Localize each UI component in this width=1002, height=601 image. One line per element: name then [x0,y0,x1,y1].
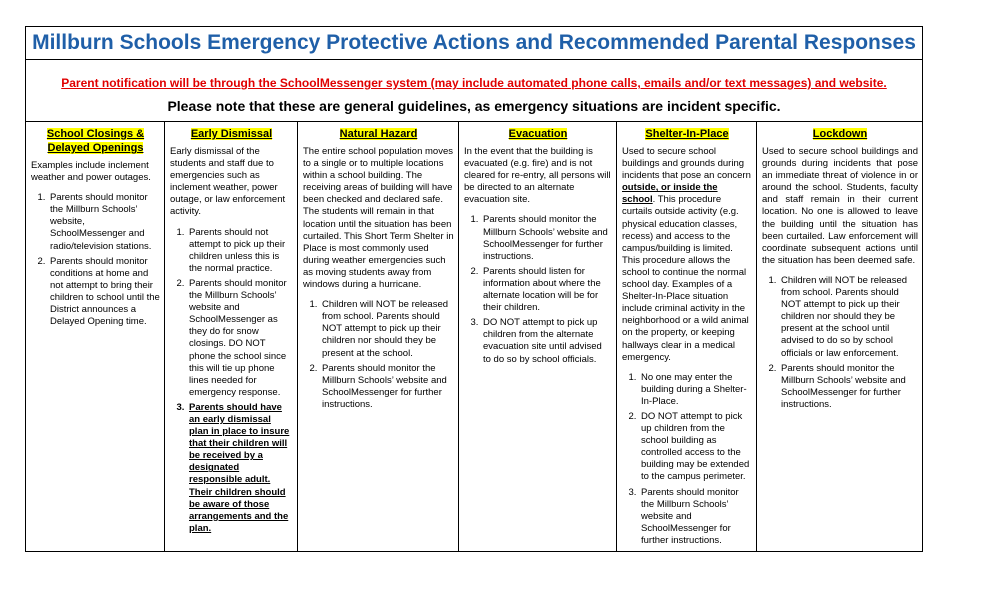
list-item: 2. Parents should monitor the Millburn Schools’ website and SchoolMessenger as they do for snow closings. DO NOT phone the school since this will tie up phone lines needed for emergency response. [187,278,293,399]
list-item: 1. No one may enter the building during a Shelter-In-Place. [639,372,752,408]
list-item: 3. Parents should have an early dismissal plan in place to insure that their children will be received by a designated responsible adult. Their children should be aware of those arrangements and the plan. [187,402,293,535]
column-school-closings [26,122,165,551]
column-list [170,227,293,535]
list-item: 1. Parents should monitor the Millburn Schools’ website, SchoolMessenger and radio/television stations. [48,192,160,252]
emphasis-text: outside, or inside the school [622,182,718,206]
column-lockdown [757,122,922,551]
list-item: 2. Parents should monitor the Millburn Schools’ website and SchoolMessenger for further instructions. [779,363,918,411]
column-intro: Used to secure school buildings and grounds during incidents that pose an immediate threat of violence in or around the school. Students, faculty and staff remain in their current location. No one is allowed to leave the building until the situation has been curtailed. Law enforcement will coordinate subsequent actions until the situation has been deemed safe. [762,146,918,266]
actions-table [26,121,922,551]
list-item: 1. Parents should monitor the Millburn Schools’ website and SchoolMessenger for further instructions. [481,214,612,262]
column-list [464,214,612,365]
column-intro: Examples include inclement weather and power outages. [31,160,151,184]
column-list [31,192,160,328]
column-heading: Early Dismissal [190,128,273,140]
page-title: Millburn Schools Emergency Protective Actions and Recommended Parental Responses [32,31,916,54]
column-list [303,299,454,411]
list-item: 3. DO NOT attempt to pick up children from the alternate evacuation site until advised to do so by school officials. [481,317,612,365]
column-heading: Shelter-In-Place [645,128,729,140]
column-list [762,275,918,411]
list-item: 1. Children will NOT be released from school. Parents should NOT attempt to pick up their children nor should they be present at the school. [320,299,454,359]
guideline-note: Please note that these are general guidelines, as emergency situations are incident specific. [167,98,781,114]
column-intro: The entire school population moves to a single or to multiple locations within a school building. The receiving areas of building will have been checked and declared safe. The students will remain in that location until the situation has been curtailed. This Short Term Shelter in Place is most commonly used during weather emergencies such as moving students away from windows during a hurricane. [303,146,454,291]
column-natural-hazard [298,122,459,551]
list-item: 3. Parents should monitor the Millburn Schools’ website and SchoolMessenger for further instructions. [639,487,752,547]
column-heading: Natural Hazard [339,128,418,140]
column-early-dismissal [165,122,298,551]
list-item: 1. Parents should not attempt to pick up their children unless this is the normal practice. [187,227,293,275]
column-heading: Lockdown [812,128,868,140]
column-intro: Used to secure school buildings and grounds during incidents that pose an concern outside, or inside the school. This procedure curtails outside activity (e.g. physical education classes, recess) and access to the campus/building is limited. This procedure allows the school to continue the normal school day. Examples of a Shelter-In-Place situation include criminal activity in the neighborhood or a wild animal on the property, or keeping hallways clear in a medical emergency. [622,146,751,363]
list-item: 2. Parents should listen for information about where the alternate location will be for their children. [481,266,612,314]
notification-notice: Parent notification will be through the SchoolMessenger system (may include automated phone calls, emails and/or text messages) and website. [61,76,887,90]
title-row [26,27,922,60]
column-evacuation [459,122,617,551]
column-heading: Evacuation [508,128,568,140]
column-heading: School Closings & Delayed Openings [46,128,145,154]
column-intro: In the event that the building is evacuated (e.g. fire) and is not cleared for re-entry, all persons will be directed to an alternate evacuation site. [464,146,611,206]
list-item: 2. Parents should monitor the Millburn Schools’ website and SchoolMessenger for further instructions. [320,363,454,411]
list-item: 2. DO NOT attempt to pick up children from the school building as controlled access to the building may be extended to the campus perimeter. [639,411,752,484]
document-frame [25,26,923,552]
column-shelter-in-place [617,122,757,551]
column-intro: Early dismissal of the students and staff due to emergencies such as inclement weather, power outage, or law enforcement activity. [170,146,286,218]
list-item: 2. Parents should monitor conditions at home and not attempt to bring their children to school until the District announces a Delayed Opening time. [48,256,160,329]
list-item: 1. Children will NOT be released from school. Parents should NOT attempt to pick up their children nor should they be present at the school until advised to do so by school officials or law enforcement. [779,275,918,360]
column-list [622,372,752,547]
